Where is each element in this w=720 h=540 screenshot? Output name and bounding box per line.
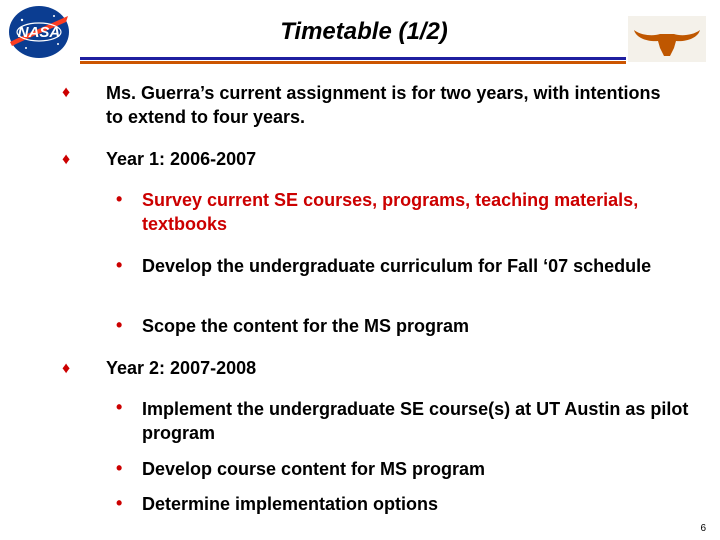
year1-item-scope-ms: Scope the content for the MS program xyxy=(142,316,470,336)
dot-bullet-icon: • xyxy=(116,458,123,478)
longhorn-logo xyxy=(628,16,706,62)
title-rule-blue xyxy=(80,57,626,60)
dot-bullet-icon: • xyxy=(116,493,123,513)
year1-item-survey: Survey current SE courses, programs, teaching materials, textbooks xyxy=(142,190,639,234)
dot-bullet-icon: • xyxy=(116,255,123,275)
diamond-bullet-icon: ♦ xyxy=(62,360,71,377)
year2-item-ms-content: Develop course content for MS program xyxy=(142,459,486,479)
svg-text:NASA: NASA xyxy=(17,24,61,41)
page-title: Timetable (1/2) xyxy=(280,18,448,45)
nasa-logo xyxy=(6,4,72,60)
diamond-bullet-icon: ♦ xyxy=(62,151,71,168)
page-number: 6 xyxy=(700,523,706,534)
title-rule-orange xyxy=(80,61,626,64)
diamond-bullet-icon: ♦ xyxy=(62,84,71,101)
year2-item-options: Determine implementation options xyxy=(142,494,439,514)
dot-bullet-icon: • xyxy=(116,397,123,417)
bullet-year-2: Year 2: 2007-2008 xyxy=(106,358,257,378)
dot-bullet-icon: • xyxy=(116,189,123,209)
year1-item-develop-curriculum: Develop the undergraduate curriculum for Fall ‘07 schedule xyxy=(142,256,652,276)
year2-item-implement: Implement the undergraduate SE course(s) at UT Austin as pilot program xyxy=(142,399,689,443)
bullet-year-1: Year 1: 2006-2007 xyxy=(106,149,257,169)
dot-bullet-icon: • xyxy=(116,315,123,335)
bullet-assignment: Ms. Guerra’s current assignment is for two years, with intentions to extend to four years. xyxy=(106,83,661,127)
